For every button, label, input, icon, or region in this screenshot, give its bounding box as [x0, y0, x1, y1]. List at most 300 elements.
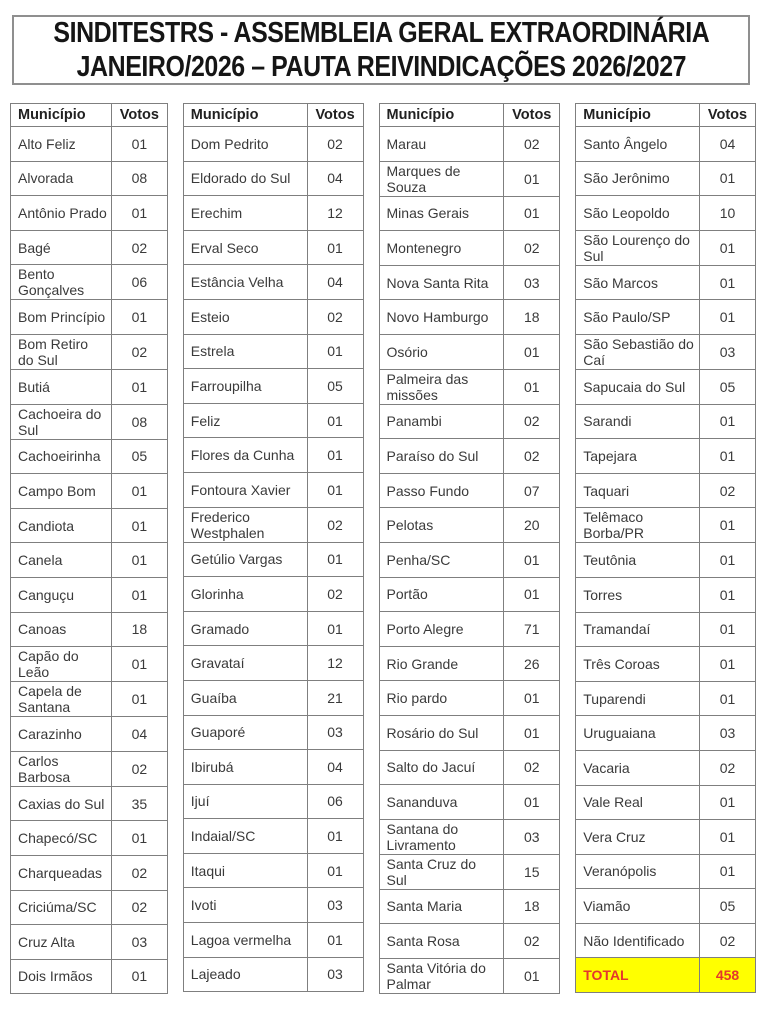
table-row: [183, 299, 363, 334]
votos-cell: 01: [111, 959, 167, 994]
header-row: [11, 104, 168, 127]
municipio-cell: Rio pardo: [379, 681, 504, 716]
table-row: [576, 300, 756, 335]
table-row: [11, 890, 168, 925]
municipio-cell: Vera Cruz: [576, 820, 700, 855]
municipio-cell: Panambi: [379, 404, 504, 439]
municipio-cell: Marques de Souza: [379, 161, 504, 196]
votos-cell: 03: [700, 334, 756, 369]
votos-cell: 02: [700, 473, 756, 508]
table-row: [183, 507, 363, 542]
total-row: [576, 958, 756, 993]
table-row: [576, 750, 756, 785]
table-row: [183, 472, 363, 507]
table-row: [183, 784, 363, 819]
municipio-cell: Tramandaí: [576, 612, 700, 647]
municipio-cell: Passo Fundo: [379, 473, 504, 508]
votos-cell: 02: [307, 577, 363, 612]
municipio-cell: Bento Gonçalves: [11, 265, 112, 300]
total-value: 458: [700, 958, 756, 993]
votos-cell: 01: [700, 612, 756, 647]
votos-cell: 18: [504, 889, 560, 924]
municipio-cell: Dom Pedrito: [183, 127, 307, 162]
votes-table-1: [10, 103, 168, 994]
municipio-cell: Dois Irmãos: [11, 959, 112, 994]
votos-cell: 05: [700, 889, 756, 924]
votos-cell: 03: [504, 265, 560, 300]
table-row: [183, 680, 363, 715]
municipio-cell: Fontoura Xavier: [183, 472, 307, 507]
municipio-cell: São Sebastião do Caí: [576, 334, 700, 369]
municipio-cell: Santa Cruz do Sul: [379, 854, 504, 889]
votos-cell: 71: [504, 612, 560, 647]
votos-cell: 01: [504, 681, 560, 716]
votos-cell: 02: [307, 127, 363, 162]
votos-cell: 01: [700, 439, 756, 474]
municipio-cell: Capão do Leão: [11, 647, 112, 682]
table-row: [576, 334, 756, 369]
municipio-cell: Montenegro: [379, 231, 504, 266]
table-row: [11, 404, 168, 439]
votos-cell: 04: [700, 127, 756, 162]
table-row: [183, 127, 363, 162]
table-row: [379, 542, 560, 577]
municipio-cell: Farroupilha: [183, 369, 307, 404]
municipio-cell: Ibirubá: [183, 750, 307, 785]
municipio-cell: São Lourenço do Sul: [576, 230, 700, 265]
table-row: [11, 508, 168, 543]
table-row: [183, 230, 363, 265]
municipio-cell: Flores da Cunha: [183, 438, 307, 473]
votes-table-3: [379, 103, 561, 994]
municipio-cell: Capela de Santana: [11, 682, 112, 717]
votos-cell: 08: [111, 161, 167, 196]
municipio-cell: Lagoa vermelha: [183, 923, 307, 958]
table-row: [11, 334, 168, 369]
municipio-cell: Telêmaco Borba/PR: [576, 508, 700, 543]
table-row: [379, 404, 560, 439]
table-row: [183, 265, 363, 300]
votos-cell: 10: [700, 196, 756, 231]
table-row: [183, 819, 363, 854]
table-row: [379, 785, 560, 820]
table-row: [11, 682, 168, 717]
table-row: [576, 473, 756, 508]
table-row: [576, 889, 756, 924]
municipio-cell: Sananduva: [379, 785, 504, 820]
vote-tables-container: [10, 103, 756, 994]
table-row: [576, 854, 756, 889]
votos-cell: 01: [504, 196, 560, 231]
votos-cell: 01: [504, 577, 560, 612]
table-row: [11, 751, 168, 786]
votos-cell: 03: [504, 819, 560, 854]
table-row: [183, 403, 363, 438]
municipio-cell: Sarandi: [576, 404, 700, 439]
votos-cell: 02: [111, 890, 167, 925]
table-row: [576, 161, 756, 196]
votos-cell: 06: [111, 265, 167, 300]
municipio-cell: Pelotas: [379, 508, 504, 543]
municipio-cell: Cruz Alta: [11, 925, 112, 960]
municipio-cell: Viamão: [576, 889, 700, 924]
votos-cell: 02: [111, 751, 167, 786]
table-row: [379, 369, 560, 404]
votos-cell: 18: [504, 300, 560, 335]
header-row: [379, 104, 560, 127]
municipio-cell: Vacaria: [576, 750, 700, 785]
votos-cell: 01: [504, 369, 560, 404]
municipio-cell: São Jerônimo: [576, 161, 700, 196]
table-row: [379, 612, 560, 647]
table-row: [183, 161, 363, 196]
municipio-cell: Tapejara: [576, 439, 700, 474]
votos-cell: 04: [307, 750, 363, 785]
votos-cell: 01: [700, 785, 756, 820]
votos-cell: 01: [504, 334, 560, 369]
table-row: [576, 369, 756, 404]
table-row: [11, 196, 168, 231]
municipio-cell: Tuparendi: [576, 681, 700, 716]
votes-table-4: [575, 103, 756, 993]
table-row: [576, 265, 756, 300]
municipio-cell: Eldorado do Sul: [183, 161, 307, 196]
table-row: [379, 854, 560, 889]
municipio-cell: Ijuí: [183, 784, 307, 819]
table-row: [379, 196, 560, 231]
votos-cell: 01: [111, 196, 167, 231]
table-row: [11, 474, 168, 509]
municipio-cell: Cachoeira do Sul: [11, 404, 112, 439]
votos-cell: 01: [111, 474, 167, 509]
table-row: [379, 161, 560, 196]
municipio-cell: Bom Retiro do Sul: [11, 334, 112, 369]
table-row: [183, 715, 363, 750]
table-row: [183, 957, 363, 992]
municipio-cell: Bom Princípio: [11, 300, 112, 335]
municipio-cell: Glorinha: [183, 577, 307, 612]
table-row: [379, 334, 560, 369]
table-row: [379, 646, 560, 681]
table-row: [576, 612, 756, 647]
page-title-line1: SINDITESTRS - ASSEMBLEIA GERAL EXTRAORDINÁRIA: [53, 17, 709, 49]
votos-cell: 12: [307, 646, 363, 681]
municipio-header: Município: [11, 104, 112, 127]
votos-header: Votos: [307, 104, 363, 127]
municipio-cell: Gravataí: [183, 646, 307, 681]
municipio-cell: Três Coroas: [576, 647, 700, 682]
table-row: [576, 508, 756, 543]
table-row: [183, 750, 363, 785]
votos-cell: 01: [307, 853, 363, 888]
municipio-cell: Candiota: [11, 508, 112, 543]
table-row: [183, 334, 363, 369]
municipio-cell: São Leopoldo: [576, 196, 700, 231]
table-row: [379, 681, 560, 716]
votos-cell: 03: [700, 716, 756, 751]
votos-cell: 03: [111, 925, 167, 960]
municipio-cell: Portão: [379, 577, 504, 612]
votos-cell: 07: [504, 473, 560, 508]
municipio-cell: Santa Maria: [379, 889, 504, 924]
votos-cell: 01: [700, 161, 756, 196]
municipio-cell: Nova Santa Rita: [379, 265, 504, 300]
votos-cell: 01: [307, 819, 363, 854]
votos-cell: 01: [111, 647, 167, 682]
votos-cell: 01: [307, 611, 363, 646]
votos-cell: 01: [307, 230, 363, 265]
votos-cell: 26: [504, 646, 560, 681]
municipio-cell: Salto do Jacuí: [379, 750, 504, 785]
votos-cell: 04: [111, 717, 167, 752]
votos-cell: 02: [504, 231, 560, 266]
municipio-cell: Antônio Prado: [11, 196, 112, 231]
municipio-cell: Campo Bom: [11, 474, 112, 509]
municipio-cell: Guaíba: [183, 680, 307, 715]
table-row: [183, 196, 363, 231]
table-row: [379, 577, 560, 612]
municipio-cell: São Paulo/SP: [576, 300, 700, 335]
municipio-cell: Erval Seco: [183, 230, 307, 265]
table-row: [576, 127, 756, 162]
table-row: [183, 853, 363, 888]
municipio-cell: Marau: [379, 127, 504, 162]
table-row: [11, 161, 168, 196]
header-row: [183, 104, 363, 127]
votos-header: Votos: [700, 104, 756, 127]
municipio-cell: Getúlio Vargas: [183, 542, 307, 577]
municipio-cell: Indaial/SC: [183, 819, 307, 854]
votos-cell: 01: [111, 821, 167, 856]
header-row: [576, 104, 756, 127]
municipio-cell: Taquari: [576, 473, 700, 508]
votos-cell: 02: [307, 299, 363, 334]
table-row: [11, 127, 168, 162]
table-row: [11, 577, 168, 612]
votos-cell: 02: [504, 404, 560, 439]
table-row: [11, 821, 168, 856]
votos-cell: 02: [504, 750, 560, 785]
table-row: [379, 924, 560, 959]
votos-cell: 18: [111, 612, 167, 647]
votos-cell: 01: [700, 820, 756, 855]
table-row: [379, 231, 560, 266]
votos-cell: 01: [111, 369, 167, 404]
votes-table-2: [183, 103, 364, 992]
table-row: [11, 439, 168, 474]
municipio-cell: Caxias do Sul: [11, 786, 112, 821]
votos-cell: 12: [307, 196, 363, 231]
votos-cell: 21: [307, 680, 363, 715]
municipio-cell: Canguçu: [11, 577, 112, 612]
table-row: [576, 439, 756, 474]
municipio-cell: Alto Feliz: [11, 127, 112, 162]
table-row: [379, 750, 560, 785]
table-row: [183, 611, 363, 646]
table-row: [11, 543, 168, 578]
votos-cell: 01: [700, 404, 756, 439]
municipio-cell: Rio Grande: [379, 646, 504, 681]
municipio-cell: Penha/SC: [379, 542, 504, 577]
votos-cell: 01: [111, 127, 167, 162]
municipio-cell: Esteio: [183, 299, 307, 334]
municipio-cell: Rosário do Sul: [379, 715, 504, 750]
votos-header: Votos: [111, 104, 167, 127]
votos-cell: 01: [700, 543, 756, 578]
votos-cell: 01: [111, 508, 167, 543]
table-row: [576, 404, 756, 439]
votos-cell: 01: [700, 265, 756, 300]
votos-cell: 08: [111, 404, 167, 439]
votos-cell: 02: [111, 230, 167, 265]
table-row: [11, 717, 168, 752]
votos-cell: 01: [504, 785, 560, 820]
table-row: [11, 959, 168, 994]
votos-cell: 03: [307, 957, 363, 992]
votos-cell: 01: [700, 647, 756, 682]
votos-cell: 01: [700, 854, 756, 889]
table-row: [576, 681, 756, 716]
municipio-cell: Charqueadas: [11, 855, 112, 890]
table-row: [379, 508, 560, 543]
votos-cell: 04: [307, 161, 363, 196]
table-row: [11, 786, 168, 821]
votos-cell: 20: [504, 508, 560, 543]
municipio-cell: Canela: [11, 543, 112, 578]
page-title-line2: JANEIRO/2026 – PAUTA REIVINDICAÇÕES 2026/2027: [76, 51, 686, 83]
municipio-cell: Gramado: [183, 611, 307, 646]
votos-cell: 01: [307, 923, 363, 958]
table-row: [576, 923, 756, 958]
municipio-cell: Santa Vitória do Palmar: [379, 958, 504, 993]
municipio-cell: Feliz: [183, 403, 307, 438]
municipio-cell: São Marcos: [576, 265, 700, 300]
municipio-cell: Uruguaiana: [576, 716, 700, 751]
votos-cell: 01: [111, 543, 167, 578]
votos-cell: 01: [111, 300, 167, 335]
votos-cell: 04: [307, 265, 363, 300]
table-row: [576, 230, 756, 265]
table-row: [379, 439, 560, 474]
table-row: [11, 647, 168, 682]
municipio-cell: Canoas: [11, 612, 112, 647]
votos-cell: 01: [504, 542, 560, 577]
municipio-cell: Frederico Westphalen: [183, 507, 307, 542]
table-row: [11, 855, 168, 890]
votos-cell: 01: [700, 230, 756, 265]
votos-cell: 02: [307, 507, 363, 542]
municipio-cell: Não Identificado: [576, 923, 700, 958]
votos-cell: 05: [111, 439, 167, 474]
votos-cell: 01: [504, 958, 560, 993]
municipio-cell: Bagé: [11, 230, 112, 265]
municipio-cell: Santana do Livramento: [379, 819, 504, 854]
table-row: [576, 196, 756, 231]
table-row: [183, 369, 363, 404]
municipio-cell: Palmeira das missões: [379, 369, 504, 404]
municipio-header: Município: [183, 104, 307, 127]
table-row: [11, 925, 168, 960]
table-row: [183, 888, 363, 923]
votos-cell: 01: [111, 577, 167, 612]
municipio-cell: Chapecó/SC: [11, 821, 112, 856]
total-label: TOTAL: [576, 958, 700, 993]
votos-cell: 02: [111, 855, 167, 890]
municipio-cell: Criciúma/SC: [11, 890, 112, 925]
votos-cell: 02: [504, 439, 560, 474]
table-row: [576, 785, 756, 820]
table-row: [183, 577, 363, 612]
municipio-cell: Erechim: [183, 196, 307, 231]
municipio-cell: Vale Real: [576, 785, 700, 820]
title-box: [12, 15, 750, 85]
votos-cell: 03: [307, 888, 363, 923]
votos-cell: 01: [307, 334, 363, 369]
table-row: [183, 438, 363, 473]
table-row: [11, 300, 168, 335]
municipio-header: Município: [576, 104, 700, 127]
votos-cell: 35: [111, 786, 167, 821]
votos-cell: 01: [307, 542, 363, 577]
table-row: [379, 819, 560, 854]
municipio-cell: Butiá: [11, 369, 112, 404]
municipio-cell: Veranópolis: [576, 854, 700, 889]
municipio-cell: Carlos Barbosa: [11, 751, 112, 786]
table-row: [11, 369, 168, 404]
municipio-cell: Alvorada: [11, 161, 112, 196]
table-row: [183, 542, 363, 577]
municipio-cell: Estrela: [183, 334, 307, 369]
municipio-cell: Carazinho: [11, 717, 112, 752]
municipio-cell: Santo Ângelo: [576, 127, 700, 162]
votos-cell: 05: [700, 369, 756, 404]
table-row: [379, 473, 560, 508]
municipio-cell: Sapucaia do Sul: [576, 369, 700, 404]
municipio-cell: Santa Rosa: [379, 924, 504, 959]
votos-cell: 06: [307, 784, 363, 819]
municipio-cell: Lajeado: [183, 957, 307, 992]
table-row: [379, 889, 560, 924]
table-row: [576, 577, 756, 612]
table-row: [183, 646, 363, 681]
votos-cell: 01: [504, 715, 560, 750]
municipio-cell: Guaporé: [183, 715, 307, 750]
table-row: [379, 300, 560, 335]
votos-cell: 01: [307, 403, 363, 438]
municipio-cell: Minas Gerais: [379, 196, 504, 231]
table-row: [11, 230, 168, 265]
municipio-header: Município: [379, 104, 504, 127]
table-row: [576, 716, 756, 751]
votos-cell: 02: [504, 924, 560, 959]
municipio-cell: Cachoeirinha: [11, 439, 112, 474]
votos-cell: 15: [504, 854, 560, 889]
votos-cell: 03: [307, 715, 363, 750]
votos-cell: 01: [504, 161, 560, 196]
votos-cell: 02: [111, 334, 167, 369]
votos-cell: 01: [700, 577, 756, 612]
votos-cell: 02: [700, 750, 756, 785]
municipio-cell: Estância Velha: [183, 265, 307, 300]
municipio-cell: Teutônia: [576, 543, 700, 578]
municipio-cell: Itaqui: [183, 853, 307, 888]
municipio-cell: Novo Hamburgo: [379, 300, 504, 335]
table-row: [379, 715, 560, 750]
table-row: [11, 612, 168, 647]
votos-cell: 01: [307, 472, 363, 507]
table-row: [379, 958, 560, 993]
votos-cell: 05: [307, 369, 363, 404]
